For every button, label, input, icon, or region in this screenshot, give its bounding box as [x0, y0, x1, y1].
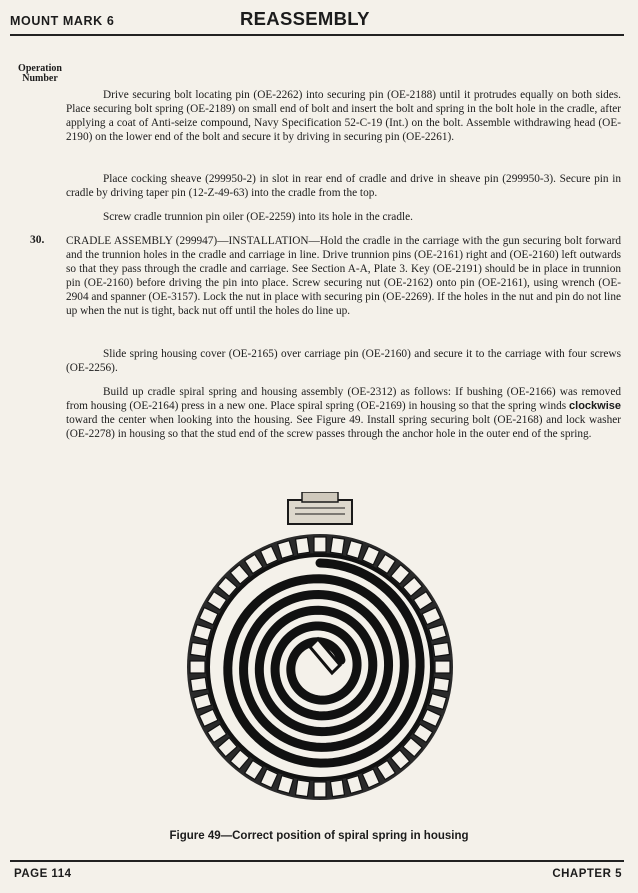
- housing-tooth: [190, 661, 205, 673]
- footer-page-number: PAGE 114: [14, 868, 72, 880]
- housing-tooth: [433, 643, 450, 657]
- housing-tooth: [435, 661, 450, 673]
- operation-number-label: [8, 64, 72, 84]
- paragraph-text-part2: toward the center when looking into the housing. See Figure 49. Install spring securing bolt (OE-2168) and lock washer (OE-2278) in housing so that the stud end of the screw passes through the anchor hole in the outer end of the spring.: [66, 414, 621, 440]
- operation-label-line1: Operation: [18, 63, 62, 74]
- paragraph-spiral-spring: [66, 385, 621, 441]
- operation-label-line2: Number: [22, 73, 58, 84]
- paragraph-text: [66, 385, 621, 441]
- paragraph-text: CRADLE ASSEMBLY (299947)—INSTALLATION—Hold the cradle in the carriage with the gun securing bolt forward and the trunnion holes in the cradle and carriage in line. Drive trunnion pins (OE-2161) right and (OE-2160) left outwards so that they pass through the cradle and carriage. See Section A-A, Plate 3. Key (OE-2191) should be in place in trunnion pin (OE-2160) before driving the pin into place. Screw securing nut (OE-2162) onto pin (OE-2161), using wrench (OE-2904 and spanner (OE-3157). Lock the nut in place with securing pin (OE-2269). If the holes in the nut and pin do not line up when the nut is tight, back nut off until the holes do line up.: [66, 235, 621, 317]
- spiral-spring-figure: [175, 492, 465, 807]
- footer-chapter: CHAPTER 5: [552, 868, 622, 880]
- housing-tooth: [190, 643, 207, 657]
- operation-number: 30.: [30, 234, 45, 246]
- housing-tooth: [330, 780, 344, 797]
- header-section-title: REASSEMBLY: [240, 8, 370, 29]
- header-manual-title: MOUNT MARK 6: [10, 14, 115, 28]
- bolt-head: [302, 492, 338, 502]
- housing-tooth: [190, 677, 207, 691]
- figure-caption: Figure 49—Correct position of spiral spring in housing: [169, 830, 469, 842]
- paragraph-text: Drive securing bolt locating pin (OE-2262) into securing pin (OE-2188) until it protrudes equally on both sides. Place securing bolt spring (OE-2189) on small end of bolt and insert the bolt and spring in the bolt hole in the cradle, after applying a coat of Anti-seize compound, Navy Specification 52-C-19 (Int.) on the bolt. Assemble withdrawing head (OE-2190) on the lower end of the bolt and secure it by driving in securing pin (OE-2261).: [66, 89, 621, 143]
- housing-tooth: [296, 780, 310, 797]
- paragraph-securing-bolt: [66, 88, 621, 144]
- paragraph-housing-cover: [66, 347, 621, 375]
- footer-rule: [10, 860, 624, 862]
- paragraph-trunnion-oiler: [66, 210, 621, 224]
- paragraph-text: Slide spring housing cover (OE-2165) over carriage pin (OE-2160) and secure it to the carriage with four screws (OE-2256).: [66, 348, 621, 374]
- paragraph-text-part1: Build up cradle spiral spring and housing assembly (OE-2312) as follows: If bushing (OE-2166) was removed from housing (OE-2164) press in a new one. Place spiral spring (OE-2169) in housing so that the spring winds: [66, 386, 621, 412]
- paragraph-cocking-sheave: [66, 172, 621, 200]
- housing-tooth: [296, 537, 310, 554]
- emphasis-clockwise: clockwise: [569, 400, 622, 412]
- housing-tooth: [330, 537, 344, 554]
- page-header: [10, 8, 624, 36]
- housing-tooth: [314, 782, 326, 797]
- paragraph-text: Screw cradle trunnion pin oiler (OE-2259) into its hole in the cradle.: [103, 211, 413, 223]
- paragraph-text: Place cocking sheave (299950-2) in slot in rear end of cradle and drive in sheave pin (299950-3). Secure pin in cradle by driving taper pin (12-Z-49-63) into the cradle from the top.: [66, 173, 621, 199]
- paragraph-cradle-installation: [66, 234, 621, 318]
- housing-tooth: [433, 677, 450, 691]
- housing-ring: [187, 534, 453, 800]
- header-rule: [10, 34, 624, 36]
- housing-boss: [288, 500, 352, 524]
- housing-tooth: [314, 537, 326, 552]
